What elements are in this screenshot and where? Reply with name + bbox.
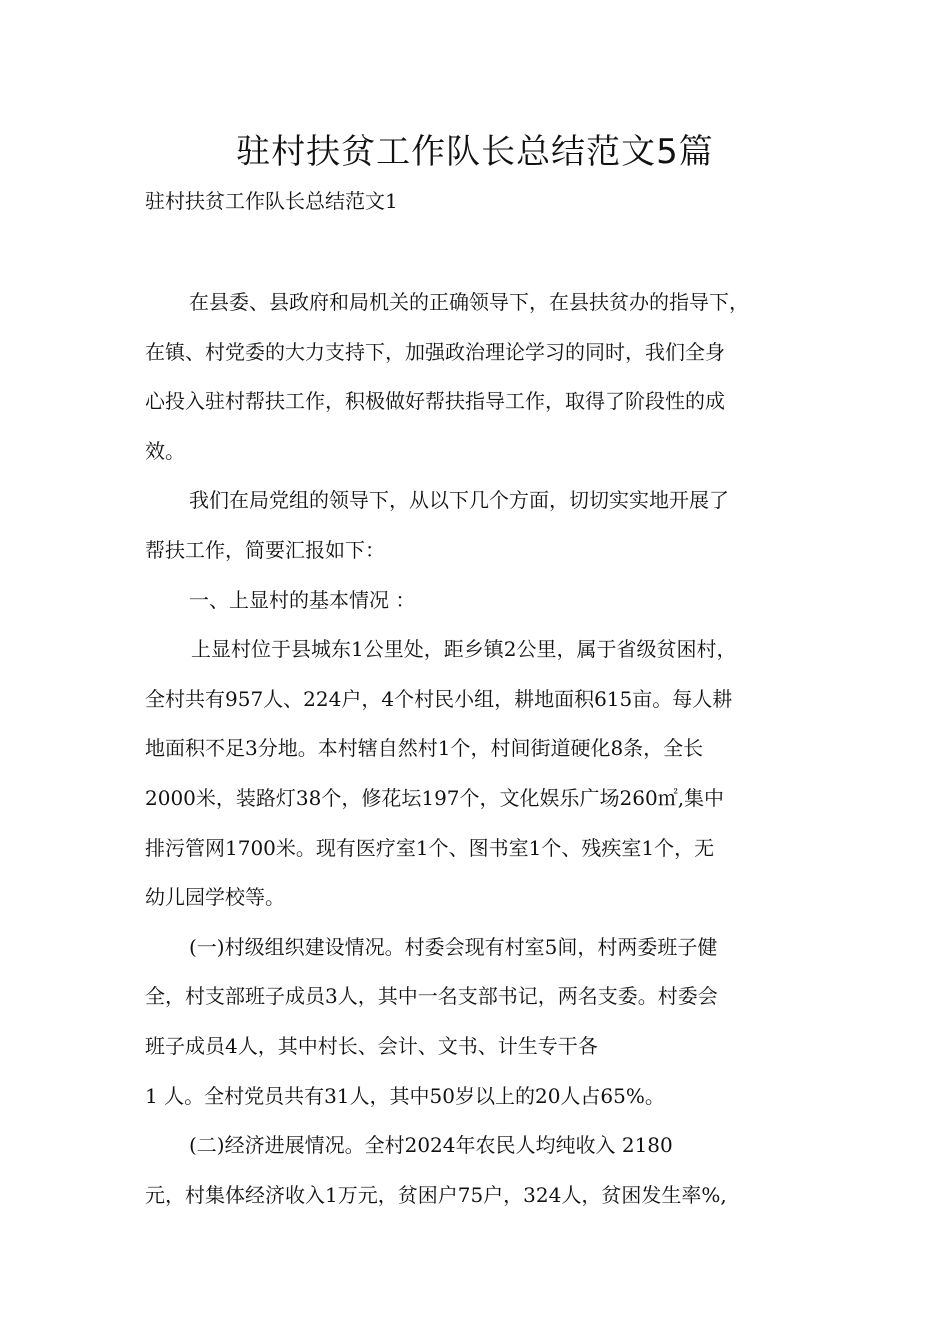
- text-line: 我们在局党组的领导下，从以下几个方面，切切实实地开展了: [189, 488, 729, 513]
- text-line: 幼儿园学校等。: [145, 885, 285, 910]
- document-title: 驻村扶贫工作队长总结范文5篇: [236, 132, 714, 172]
- section-heading: 驻村扶贫工作队长总结范文1: [145, 189, 398, 213]
- text-line: 1 人。全村党员共有31人，其中50岁以上的20人占65%。: [145, 1083, 665, 1108]
- text-line: 班子成员4人，其中村长、会计、文书、计生专干各: [145, 1034, 598, 1058]
- text-line: (一)村级组织建设情况。村委会现有村室5间，村两委班子健: [189, 934, 718, 959]
- text-line: 帮扶工作，简要汇报如下：: [145, 538, 385, 562]
- text-line: 地面积不足3分地。本村辖自然村1个，村间街道硬化8条，全长: [145, 736, 704, 761]
- text-line: 心投入驻村帮扶工作，积极做好帮扶指导工作，取得了阶段性的成: [145, 389, 725, 414]
- text-line: 一、上显村的基本情况 ：: [189, 587, 416, 612]
- text-line: 全，村支部班子成员3人，其中一名支部书记，两名支委。村委会: [145, 984, 718, 1009]
- text-line: 2000米，装路灯38个，修花坛197个，文化娱乐广场260㎡,集中: [145, 786, 725, 810]
- text-line: 元，村集体经济收入1万元，贫困户75户，324人，贫困发生率%,: [145, 1182, 727, 1207]
- text-line: (二)经济进展情况。全村2024年农民人均纯收入 2180: [189, 1133, 673, 1158]
- text-line: 在镇、村党委的大力支持下，加强政治理论学习的同时，我们全身: [145, 339, 725, 364]
- text-line: 排污管网1700米。现有医疗室1个、图书室1个、残疾室1个，无: [145, 835, 715, 860]
- text-line: 上显村位于县城东1公里处，距乡镇2公里，属于省级贫困村，: [191, 637, 737, 662]
- text-line: 在县委、县政府和局机关的正确领导下，在县扶贫办的指导下，: [189, 290, 749, 314]
- text-line: 全村共有957人、224户，4个村民小组，耕地面积615亩。每人耕: [145, 686, 733, 711]
- text-line: 效。: [145, 438, 185, 463]
